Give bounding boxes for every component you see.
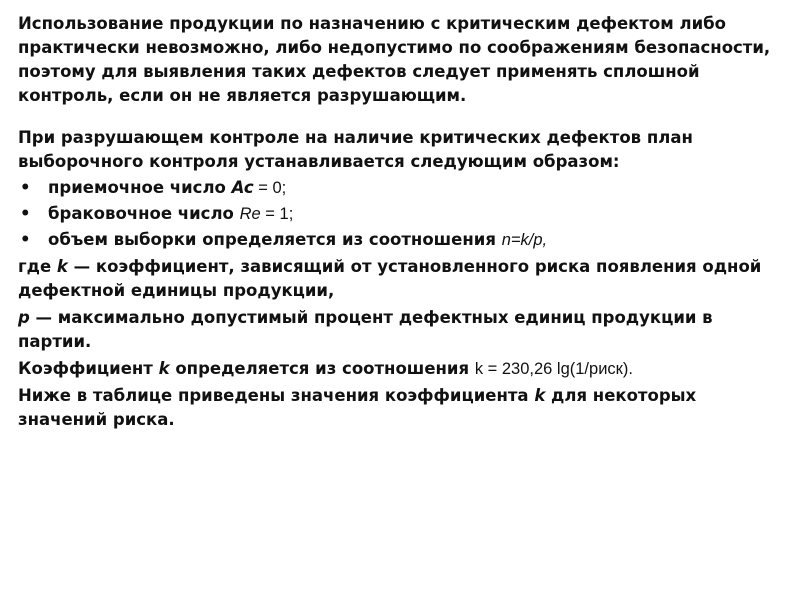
bullet-value: = 0; <box>253 179 287 197</box>
bullet-variable: n=k/p, <box>501 231 548 249</box>
k-variable: k <box>158 359 170 378</box>
bullet-icon: • <box>20 178 31 197</box>
paragraph-critical-defect: Использование продукции по назначению с критическим дефектом либо практически невозможно, либо недопустимо по соображениям безопасности, поэтому для выявления таких дефектов следует применять сплошной контроль, если он не является разрушающим. <box>18 14 771 105</box>
list-item-rejection-number <box>18 202 788 226</box>
paragraph-destructive-control: При разрушающем контроле на наличие критических дефектов план выборочного контроля устанавливается следующим образом: <box>18 128 693 171</box>
bullet-variable: Re <box>239 205 261 223</box>
k-formula-prefix: Коэффициент <box>18 359 159 378</box>
k-definition-prefix: где <box>18 257 57 276</box>
k-formula-text: определяется из соотношения <box>169 359 475 378</box>
p-definition-text: — максимально допустимый процент дефектных единиц продукции в партии. <box>18 308 713 351</box>
k-formula: k = 230,26 lg(1/риск). <box>474 360 633 378</box>
k-definition <box>18 255 788 303</box>
bullet-variable: Ac <box>231 178 254 197</box>
table-note <box>18 384 788 432</box>
k-definition-text: — коэффициент, зависящий от установленного риска появления одной дефектной единицы продукции, <box>18 257 762 300</box>
k-variable: k <box>56 257 68 276</box>
k-variable: k <box>534 386 546 405</box>
k-formula-line <box>18 357 788 381</box>
bullet-text: браковочное число <box>48 204 240 223</box>
bullet-text: приемочное число <box>48 178 232 197</box>
bullet-list <box>18 176 788 252</box>
p-variable: p <box>18 308 30 327</box>
bullet-icon: • <box>20 204 31 223</box>
bullet-value: = 1; <box>260 205 294 223</box>
p-definition <box>18 306 788 354</box>
list-item-sample-size <box>18 228 788 252</box>
table-note-prefix: Ниже в таблице приведены значения коэффициента <box>18 386 535 405</box>
table-note-text: для некоторых значений риска. <box>18 386 697 429</box>
bullet-text: объем выборки определяется из соотношения <box>48 230 502 249</box>
paragraph-gap <box>18 108 788 126</box>
slide-content <box>18 12 788 435</box>
list-item-acceptance-number <box>18 176 788 200</box>
bullet-icon: • <box>20 230 31 249</box>
